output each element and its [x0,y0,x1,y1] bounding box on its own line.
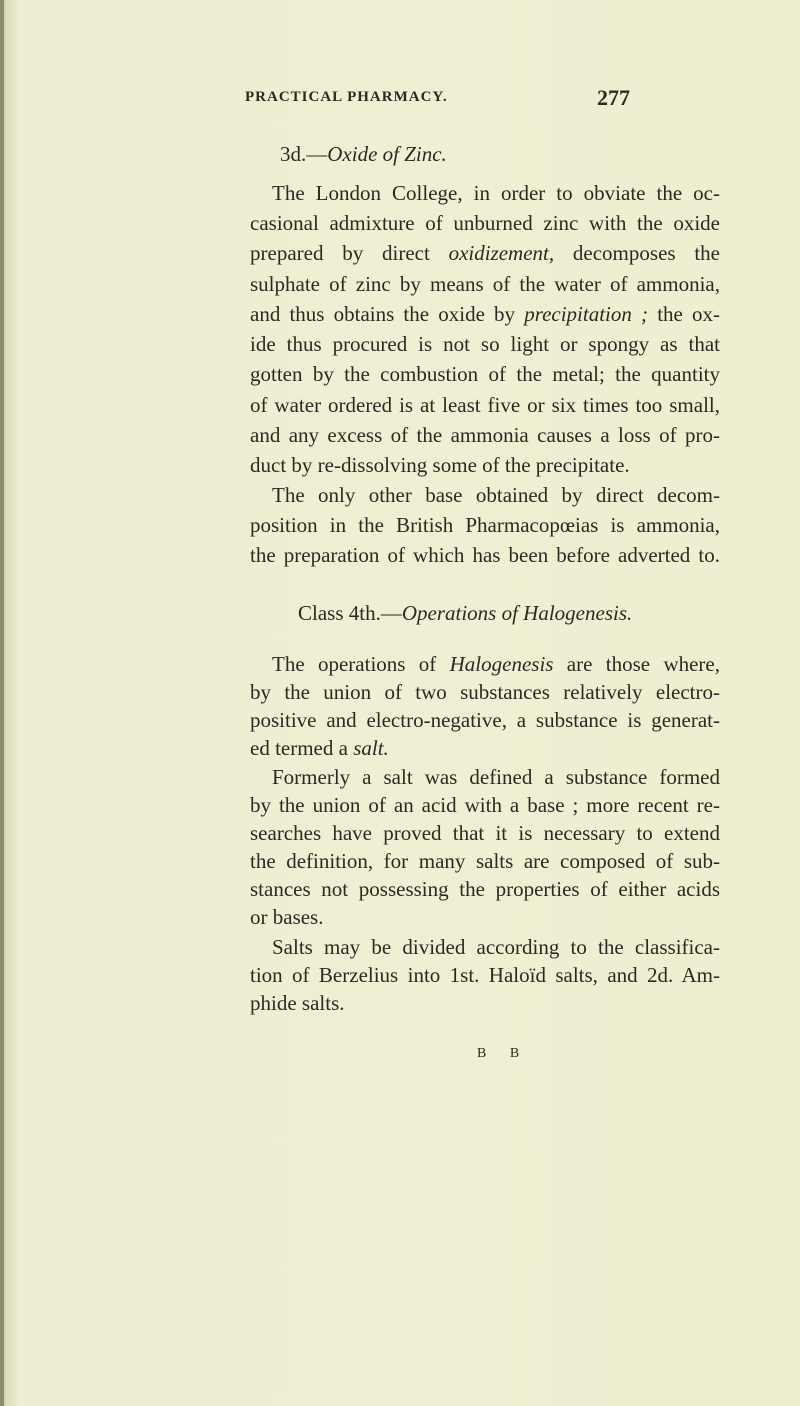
section-heading [280,142,750,166]
text-segment: the definition, for many salts are composed of sub- [250,849,720,873]
text-segment: and thus obtains the oxide by [250,302,525,326]
text-line [250,423,720,447]
text-line [250,793,720,817]
italic-text: Halogenesis [449,652,554,676]
text-segment: and any excess of the ammonia causes a loss of pro- [250,423,720,447]
text-line [250,453,720,477]
text-segment: phide salts. [250,991,345,1015]
text-line [250,362,720,386]
text-segment: or bases. [250,905,324,929]
running-head-title: PRACTICAL PHARMACY. [245,89,448,105]
signature-mark: B B [477,1046,530,1061]
text-segment: The operations of [272,652,450,676]
text-line [250,905,720,929]
text-line [250,211,720,235]
text-segment: of water ordered is at least five or six times too small, [250,393,720,417]
text-line [250,708,720,732]
text-line [250,543,720,567]
text-line [272,483,720,507]
text-segment: Salts may be divided according to the classifica- [272,935,720,959]
text-line [250,241,720,265]
italic-text: Operations of Halogenesis. [401,601,633,625]
italic-text: oxidizement, [448,241,555,265]
text-segment: Class 4th.— [298,601,402,625]
text-line [250,332,720,356]
text-segment: sulphate of zinc by means of the water of ammonia, [250,272,720,296]
text-segment: The only other base obtained by direct decom- [272,483,720,507]
text-line [250,513,720,537]
text-segment: prepared by direct [250,241,449,265]
section-heading [298,601,768,625]
text-segment: ed termed a [250,736,354,760]
text-line [250,877,720,901]
text-segment: by the union of two substances relatively electro- [250,680,720,704]
text-segment: 3d.— [280,142,328,166]
text-line [250,963,720,987]
text-line [272,181,720,205]
running-head [245,85,630,110]
text-line [250,821,720,845]
text-line [250,272,720,296]
text-segment: by the union of an acid with a base ; more recent re- [250,793,720,817]
text-segment: positive and electro-negative, a substance is generat- [250,708,720,732]
text-segment: The London College, in order to obviate the oc- [272,181,720,205]
text-segment: the preparation of which has been before adverted to. [250,543,720,567]
italic-text: Oxide of Zinc. [327,142,447,166]
text-line [272,652,720,676]
text-segment: decomposes the [554,241,720,265]
text-line [250,849,720,873]
text-segment: searches have proved that it is necessary to extend [250,821,720,845]
text-segment: Formerly a salt was defined a substance formed [272,765,720,789]
text-line [250,680,720,704]
text-line [272,765,720,789]
italic-text: precipitation ; [524,302,649,326]
text-segment: the ox- [648,302,720,326]
text-segment: casional admixture of unburned zinc with the oxide [250,211,720,235]
text-line [250,736,720,760]
text-line [250,991,720,1015]
text-segment: ide thus procured is not so light or spongy as that [250,332,720,356]
text-segment: tion of Berzelius into 1st. Haloïd salts, and 2d. Am- [250,963,720,987]
text-line [250,393,720,417]
text-segment: duct by re-dissolving some of the precipitate. [250,453,630,477]
italic-text: salt. [353,736,389,760]
page-number: 277 [597,85,630,110]
text-line [272,935,720,959]
text-segment: gotten by the combustion of the metal; the quantity [250,362,720,386]
text-segment: are those where, [553,652,720,676]
text-segment: position in the British Pharmacopœias is ammonia, [250,513,720,537]
page-gutter-shadow [0,0,4,1406]
text-line [250,302,720,326]
text-segment: stances not possessing the properties of either acids [250,877,720,901]
